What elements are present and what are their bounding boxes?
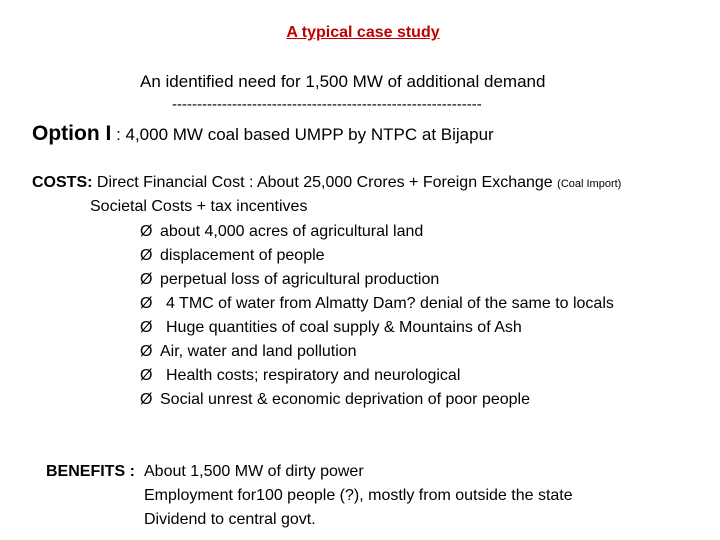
bullet-text: Health costs; respiratory and neurological xyxy=(166,367,461,384)
need-statement: An identified need for 1,500 MW of additional demand xyxy=(140,72,546,91)
bullet-text: perpetual loss of agricultural production xyxy=(160,271,440,288)
coal-import-note: (Coal Import) xyxy=(557,178,622,190)
list-item xyxy=(140,244,660,268)
arrow-bullet-icon: Ø xyxy=(140,367,153,384)
benefit-line: Employment for100 people (?), mostly from outside the state xyxy=(144,487,573,504)
slide-title: A typical case study xyxy=(286,24,440,41)
cost-bullet-list xyxy=(140,220,660,412)
list-item xyxy=(140,292,660,316)
costs-line xyxy=(32,174,621,192)
direct-cost-text: Direct Financial Cost : About 25,000 Crores + Foreign Exchange xyxy=(96,174,553,191)
list-item xyxy=(140,364,660,388)
list-item xyxy=(140,316,660,340)
option-line xyxy=(32,122,494,146)
benefit-line: Dividend to central govt. xyxy=(144,511,316,528)
arrow-bullet-icon: Ø xyxy=(140,295,153,312)
benefit-line: About 1,500 MW of dirty power xyxy=(144,463,364,480)
option-label: Option I xyxy=(32,122,112,145)
bullet-text: 4 TMC of water from Almatty Dam? denial of the same to locals xyxy=(166,295,614,312)
costs-label: COSTS: xyxy=(32,174,93,191)
arrow-bullet-icon: Ø xyxy=(140,391,153,408)
arrow-bullet-icon: Ø xyxy=(140,319,153,336)
benefits-label: BENEFITS : xyxy=(46,463,135,480)
arrow-bullet-icon: Ø xyxy=(140,247,153,264)
arrow-bullet-icon: Ø xyxy=(140,271,153,288)
bullet-text: displacement of people xyxy=(160,247,325,264)
bullet-text: about 4,000 acres of agricultural land xyxy=(160,223,424,240)
list-item xyxy=(140,268,660,292)
list-item xyxy=(140,220,660,244)
bullet-text: Huge quantities of coal supply & Mountains of Ash xyxy=(166,319,522,336)
option-text: : 4,000 MW coal based UMPP by NTPC at Bijapur xyxy=(116,125,494,144)
list-item xyxy=(140,340,660,364)
bullet-text: Social unrest & economic deprivation of poor people xyxy=(160,391,530,408)
benefits-block xyxy=(46,460,573,528)
societal-costs-text: Societal Costs + tax incentives xyxy=(90,198,308,215)
arrow-bullet-icon: Ø xyxy=(140,343,153,360)
benefits-lines xyxy=(144,460,573,532)
list-item xyxy=(140,388,660,412)
bullet-text: Air, water and land pollution xyxy=(160,343,357,360)
dashed-divider: -------------------------------------------------------------- xyxy=(172,96,482,113)
arrow-bullet-icon: Ø xyxy=(140,223,153,240)
